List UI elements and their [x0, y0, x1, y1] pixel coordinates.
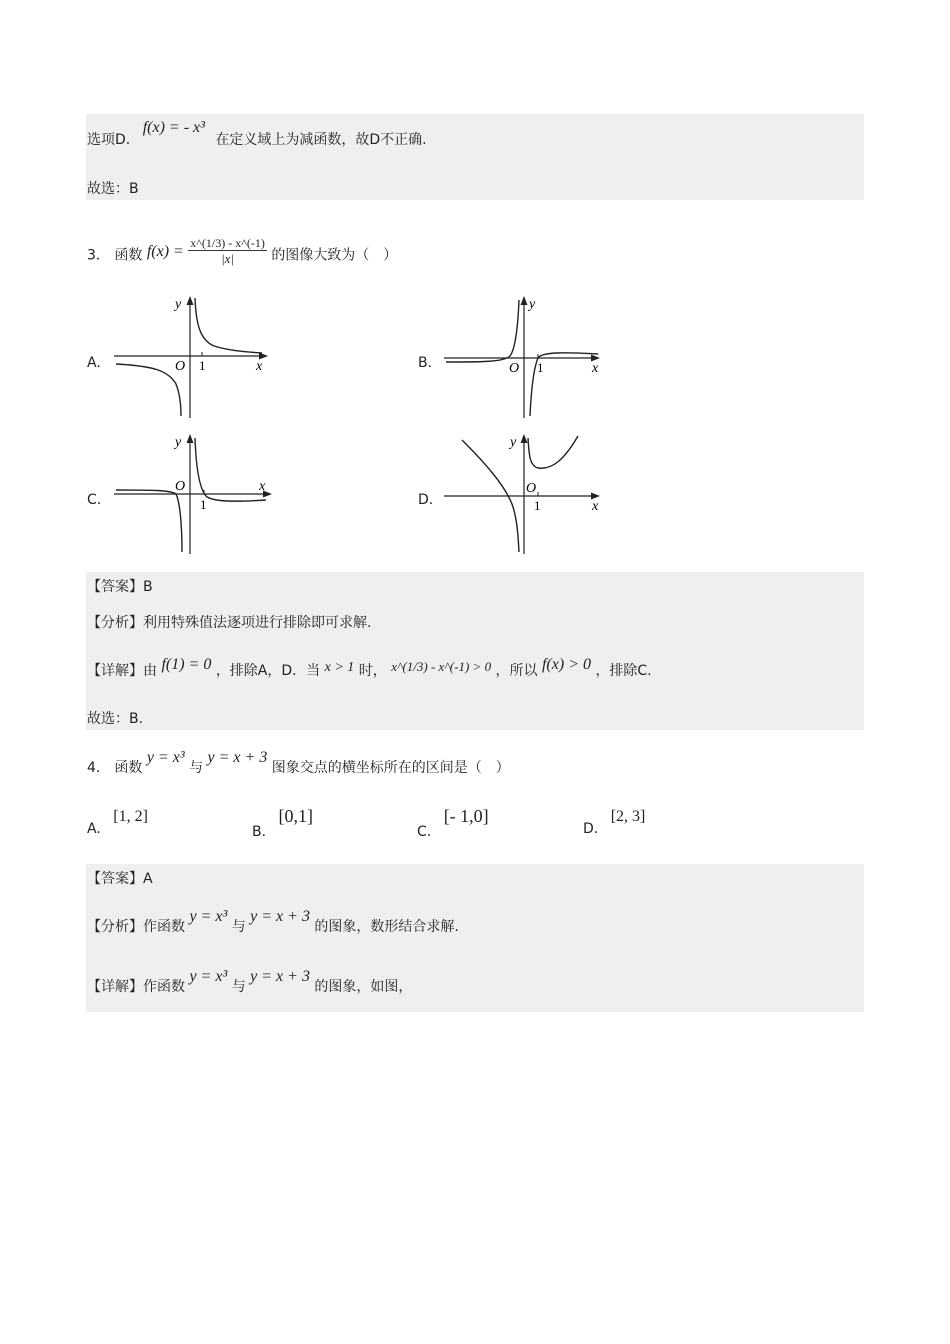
- y-axis-arrow: [187, 296, 194, 305]
- curve-left: [446, 300, 519, 362]
- tick-one-label: 1: [537, 360, 544, 375]
- analysis-text-1: 作函数: [143, 919, 185, 935]
- curve-right: [528, 436, 578, 468]
- question-4-stem: [87, 749, 510, 778]
- stem-prefix: 函数: [114, 247, 143, 264]
- y-axis-label: y: [510, 435, 517, 450]
- equation-1: y = x³: [189, 968, 228, 985]
- option-label: B.: [252, 824, 267, 840]
- q4-option-a[interactable]: [87, 808, 148, 837]
- y-axis-arrow: [521, 296, 528, 305]
- q4-option-c[interactable]: [417, 806, 489, 840]
- q3-answer: 【答案】B: [87, 579, 153, 595]
- q3-analysis: [87, 613, 371, 633]
- x-axis-label: x: [592, 361, 599, 376]
- option-d-prefix: 选项D.: [87, 132, 131, 148]
- tick-one-label: 1: [199, 358, 206, 373]
- q4-option-b[interactable]: [252, 806, 314, 840]
- detail-f1: f(1) = 0: [161, 656, 212, 673]
- curve-left: [116, 490, 182, 552]
- option-label: D.: [583, 821, 599, 837]
- stem-prefix: 函数: [114, 760, 143, 776]
- question-number: 4．: [87, 760, 110, 776]
- curve-right: [195, 438, 266, 501]
- option-b-label[interactable]: B.: [418, 355, 433, 371]
- option-c-label[interactable]: C.: [87, 492, 102, 508]
- graph-option-d[interactable]: [442, 430, 606, 556]
- detail-text-1: 作函数: [143, 979, 185, 995]
- option-d-statement: [87, 119, 427, 150]
- origin-label: O: [509, 361, 520, 376]
- option-d-formula: f(x) = - x³: [142, 119, 205, 136]
- analysis-text-3: 的图象，数形结合求解.: [314, 919, 459, 935]
- fraction-numerator: x^(1/3) - x^(-1): [190, 236, 265, 250]
- detail-text-2: 与: [231, 979, 246, 995]
- analysis-text-2: 与: [231, 919, 246, 935]
- fraction: [188, 236, 267, 267]
- equation-1: y = x³: [146, 749, 185, 766]
- formula-f: f(x) =: [146, 242, 184, 260]
- y-axis-label: y: [529, 297, 536, 312]
- option-d-text: 在定义域上为减函数，故D不正确.: [215, 132, 427, 148]
- curve-right: [195, 298, 262, 353]
- q3-detail: [87, 656, 652, 682]
- option-value: [- 1,0]: [443, 806, 489, 826]
- origin-label: O: [175, 359, 186, 374]
- option-value: [1, 2]: [113, 808, 148, 825]
- origin-label: O: [526, 481, 537, 496]
- option-value: [2, 3]: [610, 808, 646, 825]
- equation-1: y = x³: [189, 908, 228, 925]
- curve-left: [116, 364, 181, 416]
- x-axis-label: x: [256, 359, 263, 374]
- tick-one-label: 1: [534, 498, 541, 513]
- equation-2: y = x + 3: [207, 749, 268, 766]
- q4-detail: [87, 968, 413, 997]
- q4-analysis: [87, 908, 459, 937]
- option-label: C.: [417, 824, 432, 840]
- option-d-label[interactable]: D.: [418, 492, 434, 508]
- y-axis-arrow: [187, 434, 194, 443]
- stem-suffix: 图象交点的横坐标所在的区间是（ ）: [271, 760, 510, 776]
- detail-fx: f(x) > 0: [541, 656, 591, 673]
- y-axis-label: y: [175, 297, 182, 312]
- detail-ineq: x^(1/3) - x^(-1) > 0: [391, 659, 492, 674]
- equation-2: y = x + 3: [250, 908, 310, 925]
- answer-block-q3: [86, 572, 864, 730]
- option-a-label[interactable]: A.: [87, 355, 101, 371]
- detail-text-2: ，排除A，D．当: [215, 663, 321, 679]
- q3-conclusion: 故选：B.: [87, 711, 144, 727]
- detail-text-1: 由: [143, 663, 157, 679]
- graph-option-a[interactable]: [112, 294, 272, 420]
- detail-text-3: 时，: [358, 663, 387, 679]
- detail-text-3: 的图象，如图，: [314, 979, 413, 995]
- graph-option-b[interactable]: [442, 294, 606, 420]
- analysis-text: 利用特殊值法逐项进行排除即可求解.: [143, 615, 372, 631]
- detail-tag: 【详解】: [87, 663, 143, 679]
- graph-option-c[interactable]: [112, 430, 276, 556]
- y-axis-label: y: [175, 435, 182, 450]
- conclusion-q2: 故选：B: [87, 181, 139, 197]
- option-value: [0,1]: [278, 806, 314, 826]
- y-axis-arrow: [521, 434, 528, 443]
- analysis-tag: 【分析】: [87, 615, 143, 631]
- stem-mid: 与: [189, 760, 204, 776]
- tick-one-label: 1: [200, 497, 207, 512]
- analysis-tag: 【分析】: [87, 919, 143, 935]
- origin-label: O: [175, 479, 186, 494]
- stem-suffix: 的图像大致为（ ）: [271, 247, 398, 264]
- x-axis-label: x: [592, 499, 599, 514]
- option-label: A.: [87, 821, 101, 837]
- question-number: 3．: [87, 247, 110, 264]
- detail-text-5: ，排除C.: [595, 663, 652, 679]
- detail-text-4: ，所以: [495, 663, 538, 679]
- detail-cond: x > 1: [324, 660, 355, 675]
- fraction-denominator: |x|: [221, 251, 235, 266]
- detail-tag: 【详解】: [87, 979, 143, 995]
- x-axis-label: x: [259, 479, 266, 494]
- equation-2: y = x + 3: [250, 968, 310, 985]
- q4-answer: 【答案】A: [87, 871, 153, 887]
- question-3-stem: [87, 236, 398, 271]
- q4-option-d[interactable]: [583, 808, 646, 837]
